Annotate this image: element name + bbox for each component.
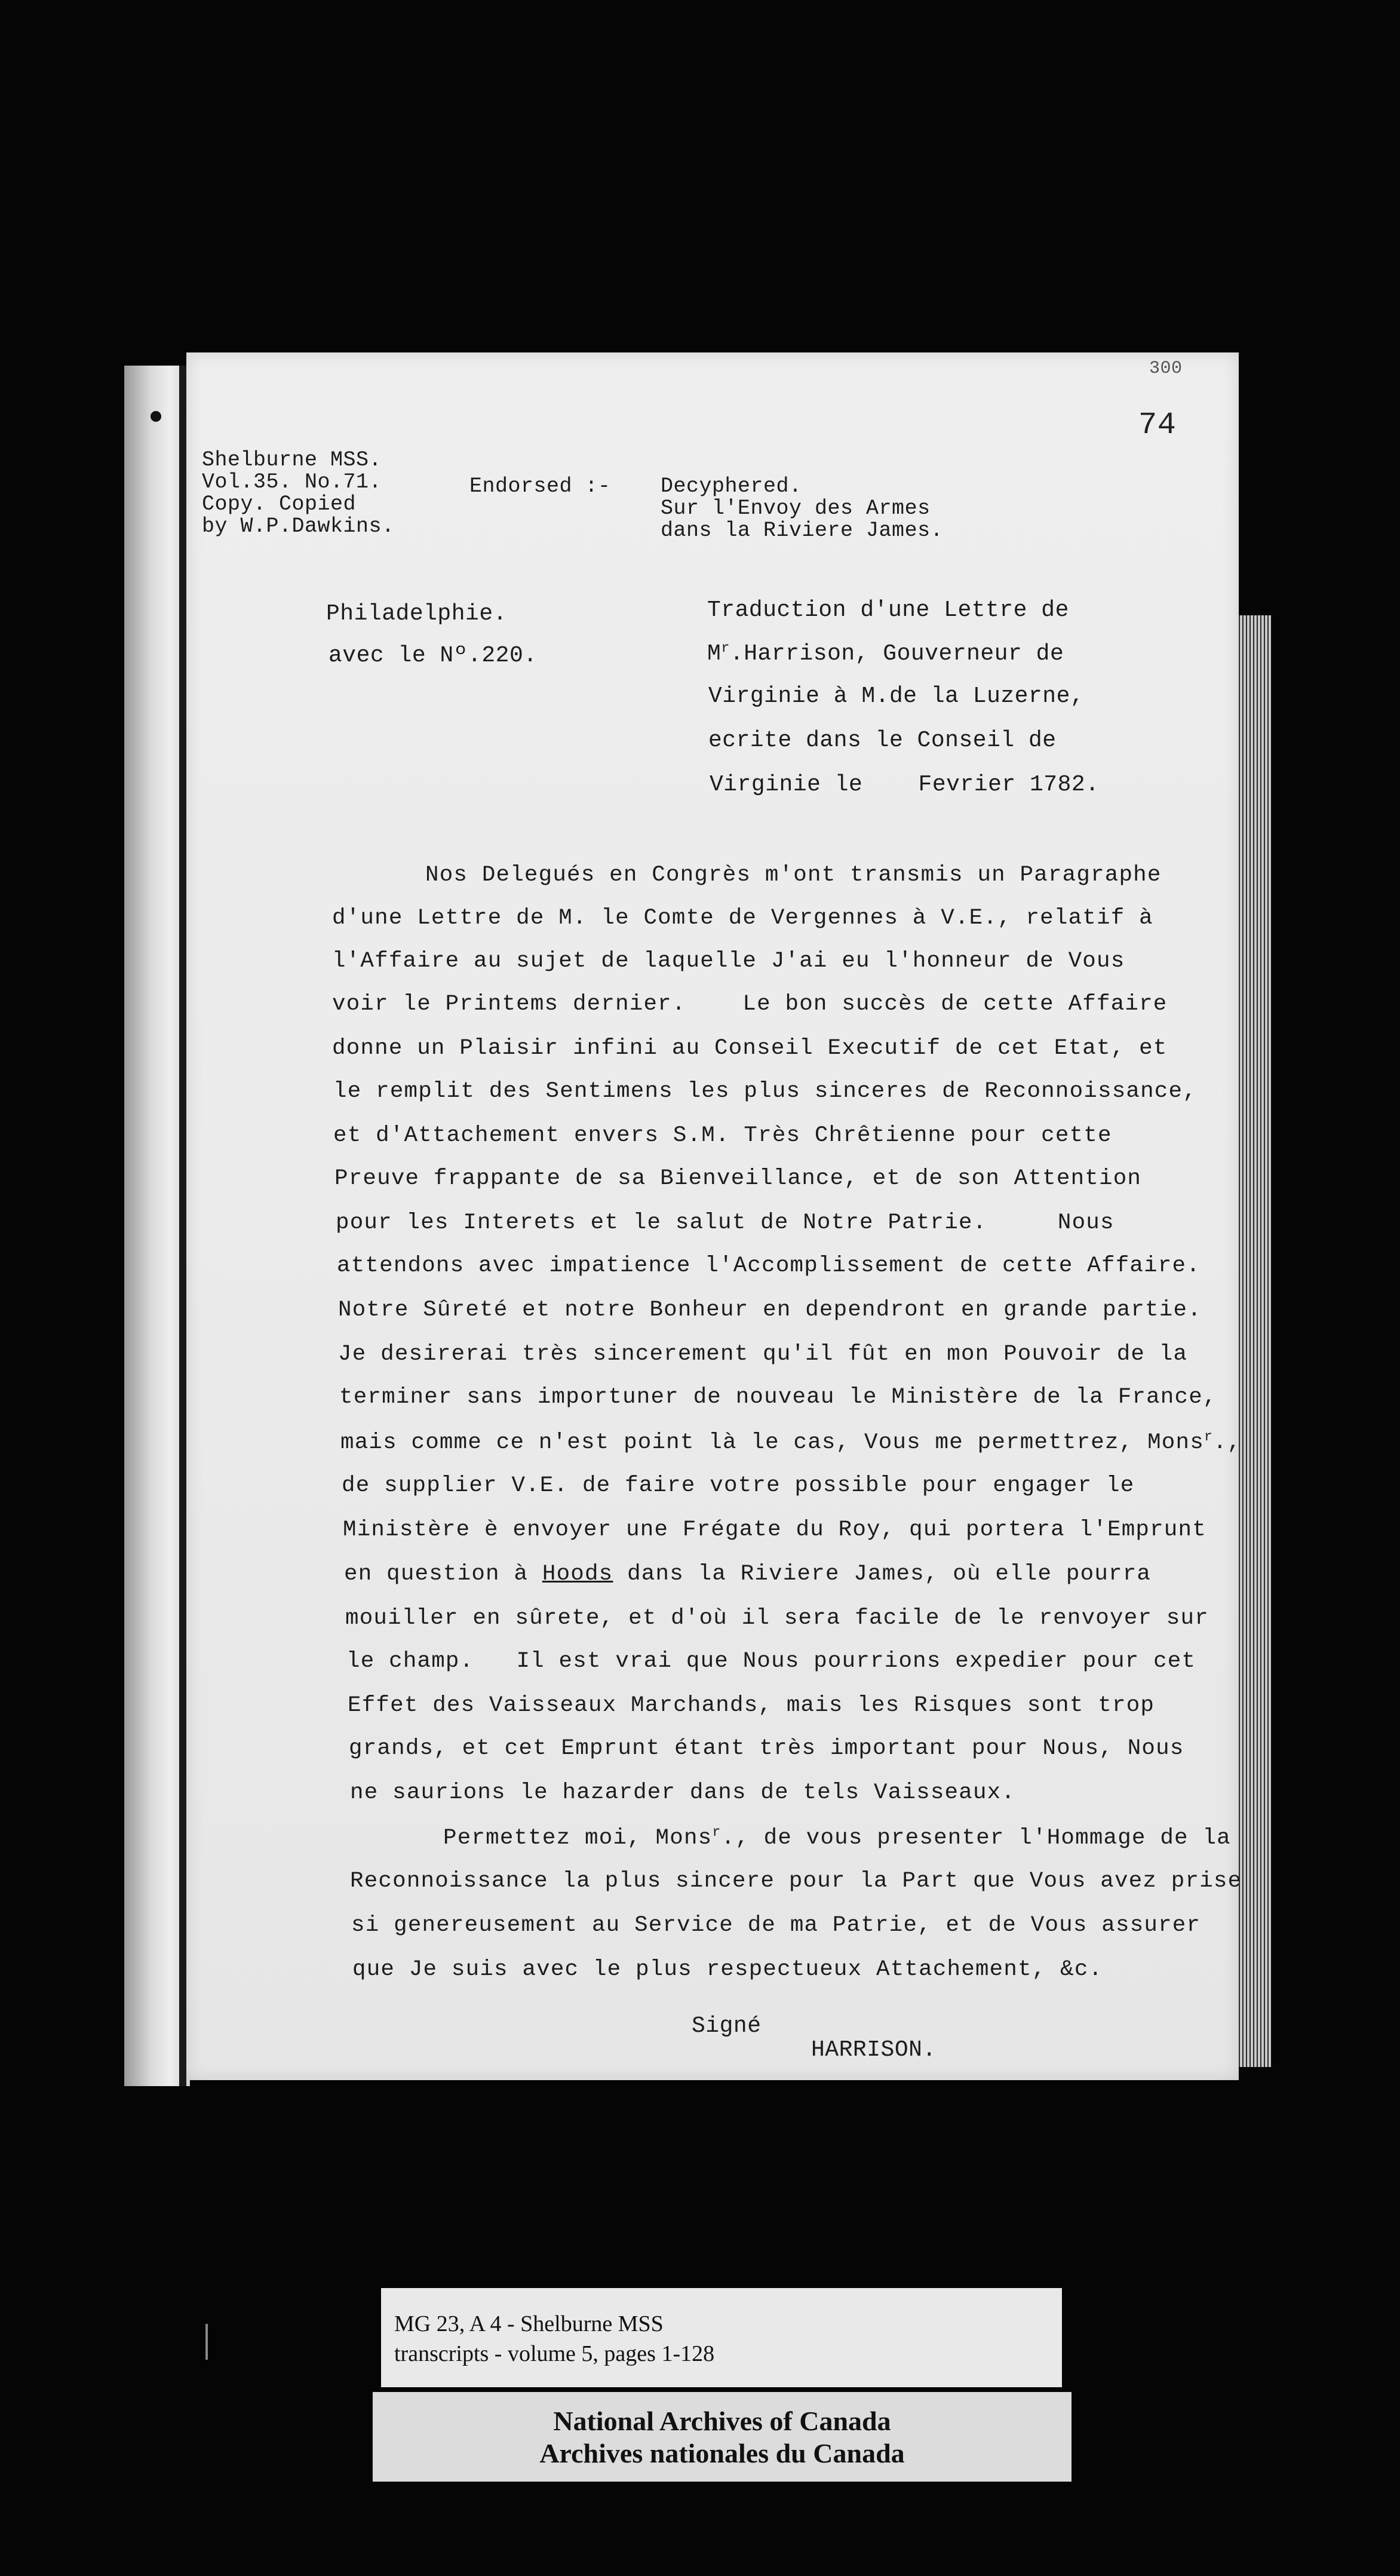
spine-edge	[179, 366, 186, 2086]
body-line: ne saurions le hazarder dans de tels Vaisseaux.	[350, 1780, 1016, 1805]
reference-line-1: Shelburne MSS.	[202, 448, 382, 472]
body-line: le champ. Il est vrai que Nous pourrions expedier pour cet	[346, 1649, 1196, 1674]
reference-line-4: by W.P.Dawkins.	[202, 514, 395, 538]
endorsement-line-1: Decyphered.	[661, 474, 802, 498]
institution-name-french: Archives nationales du Canada	[539, 2438, 905, 2468]
reference-line-3: Copy. Copied	[202, 492, 357, 516]
folio-number: 74	[1138, 407, 1177, 443]
signed-label: Signé	[692, 2013, 762, 2039]
place-name: Philadelphie.	[326, 601, 507, 627]
body-line: si genereusement au Service de ma Patrie, et de Vous assurer	[351, 1913, 1201, 1938]
heading-line-3: Virginie à M.de la Luzerne,	[708, 683, 1085, 709]
enclosure-number: avec le Nº.220.	[328, 643, 538, 668]
archive-reference-label	[381, 2288, 1062, 2387]
archive-reference-line-2: transcripts - volume 5, pages 1-128	[394, 2341, 715, 2366]
body-line: donne un Plaisir infini au Conseil Executif de cet Etat, et	[332, 1036, 1168, 1061]
body-line: que Je suis avec le plus respectueux Attachement, &c.	[352, 1957, 1103, 1982]
institution-name-english: National Archives of Canada	[553, 2406, 891, 2436]
body-line: en question à Hoods dans la Riviere James, où elle pourra	[344, 1562, 1152, 1587]
underlined-place: Hoods	[542, 1562, 613, 1587]
body-line: Ministère è envoyer une Frégate du Roy, qui portera l'Emprunt	[343, 1517, 1206, 1542]
body-line: terminer sans importuner de nouveau le Ministère de la France,	[339, 1385, 1217, 1410]
body-line: mouiller en sûrete, et d'où il sera facile de le renvoyer sur	[345, 1606, 1209, 1631]
heading-line-5: Virginie le Fevrier 1782.	[710, 772, 1100, 798]
body-line: le remplit des Sentimens les plus sinceres de Reconnoissance,	[333, 1079, 1197, 1104]
endorsement-line-2: Sur l'Envoy des Armes	[661, 496, 931, 520]
body-line: Nos Delegués en Congrès m'ont transmis un Paragraphe	[425, 863, 1162, 888]
body-line: attendons avec impatience l'Accomplissement de cette Affaire.	[337, 1253, 1201, 1278]
body-line: Notre Sûreté et notre Bonheur en dependront en grande partie.	[338, 1298, 1202, 1323]
body-line: Preuve frappante de sa Bienveillance, et de son Attention	[334, 1166, 1142, 1191]
endorsed-label: Endorsed :-	[469, 474, 611, 498]
body-line: grands, et cet Emprunt étant très important pour Nous, Nous	[349, 1736, 1184, 1761]
body-line: d'une Lettre de M. le Comte de Vergennes à V.E., relatif à	[332, 906, 1153, 931]
body-line: Je desirerai très sincerement qu'il fût en mon Pouvoir de la	[338, 1342, 1188, 1367]
body-line: pour les Interets et le salut de Notre Patrie. Nous	[336, 1210, 1115, 1235]
heading-line-1: Traduction d'une Lettre de	[707, 597, 1069, 623]
institution-label	[373, 2392, 1072, 2482]
reference-line-2: Vol.35. No.71.	[202, 470, 382, 494]
folio-top: 300	[1149, 358, 1183, 379]
signature-name: HARRISON.	[811, 2037, 937, 2063]
heading-line-2: $M^r.Harrison$, Gouverneur de	[707, 640, 1064, 667]
endorsement-line-3: dans la Riviere James.	[661, 519, 944, 542]
body-line: et d'Attachement envers S.M. Très Chrêtienne pour cette	[333, 1123, 1112, 1148]
body-line: voir le Printems dernier. Le bon succès de cette Affaire	[332, 992, 1168, 1017]
body-line: de supplier V.E. de faire votre possible pour engager le	[342, 1473, 1135, 1498]
body-line: Effet des Vaisseaux Marchands, mais les Risques sont trop	[348, 1693, 1155, 1718]
binding-hole	[151, 411, 161, 422]
archive-reference-line-1: MG 23, A 4 - Shelburne MSS	[394, 2311, 664, 2336]
body-line: Permettez moi, Mons$^r$., de vous presenter l'Hommage de la	[443, 1824, 1231, 1851]
margin-tick	[205, 2324, 208, 2360]
body-line: l'Affaire au sujet de laquelle J'ai eu l'honneur de Vous	[332, 949, 1125, 974]
body-line: Reconnoissance la plus sincere pour la Part que Vous avez prise	[350, 1869, 1242, 1894]
heading-line-4: ecrite dans le Conseil de	[708, 728, 1057, 753]
body-line: mais comme ce n'est point là le cas, Vous me permettrez, Mons$^r$.,	[340, 1429, 1242, 1455]
